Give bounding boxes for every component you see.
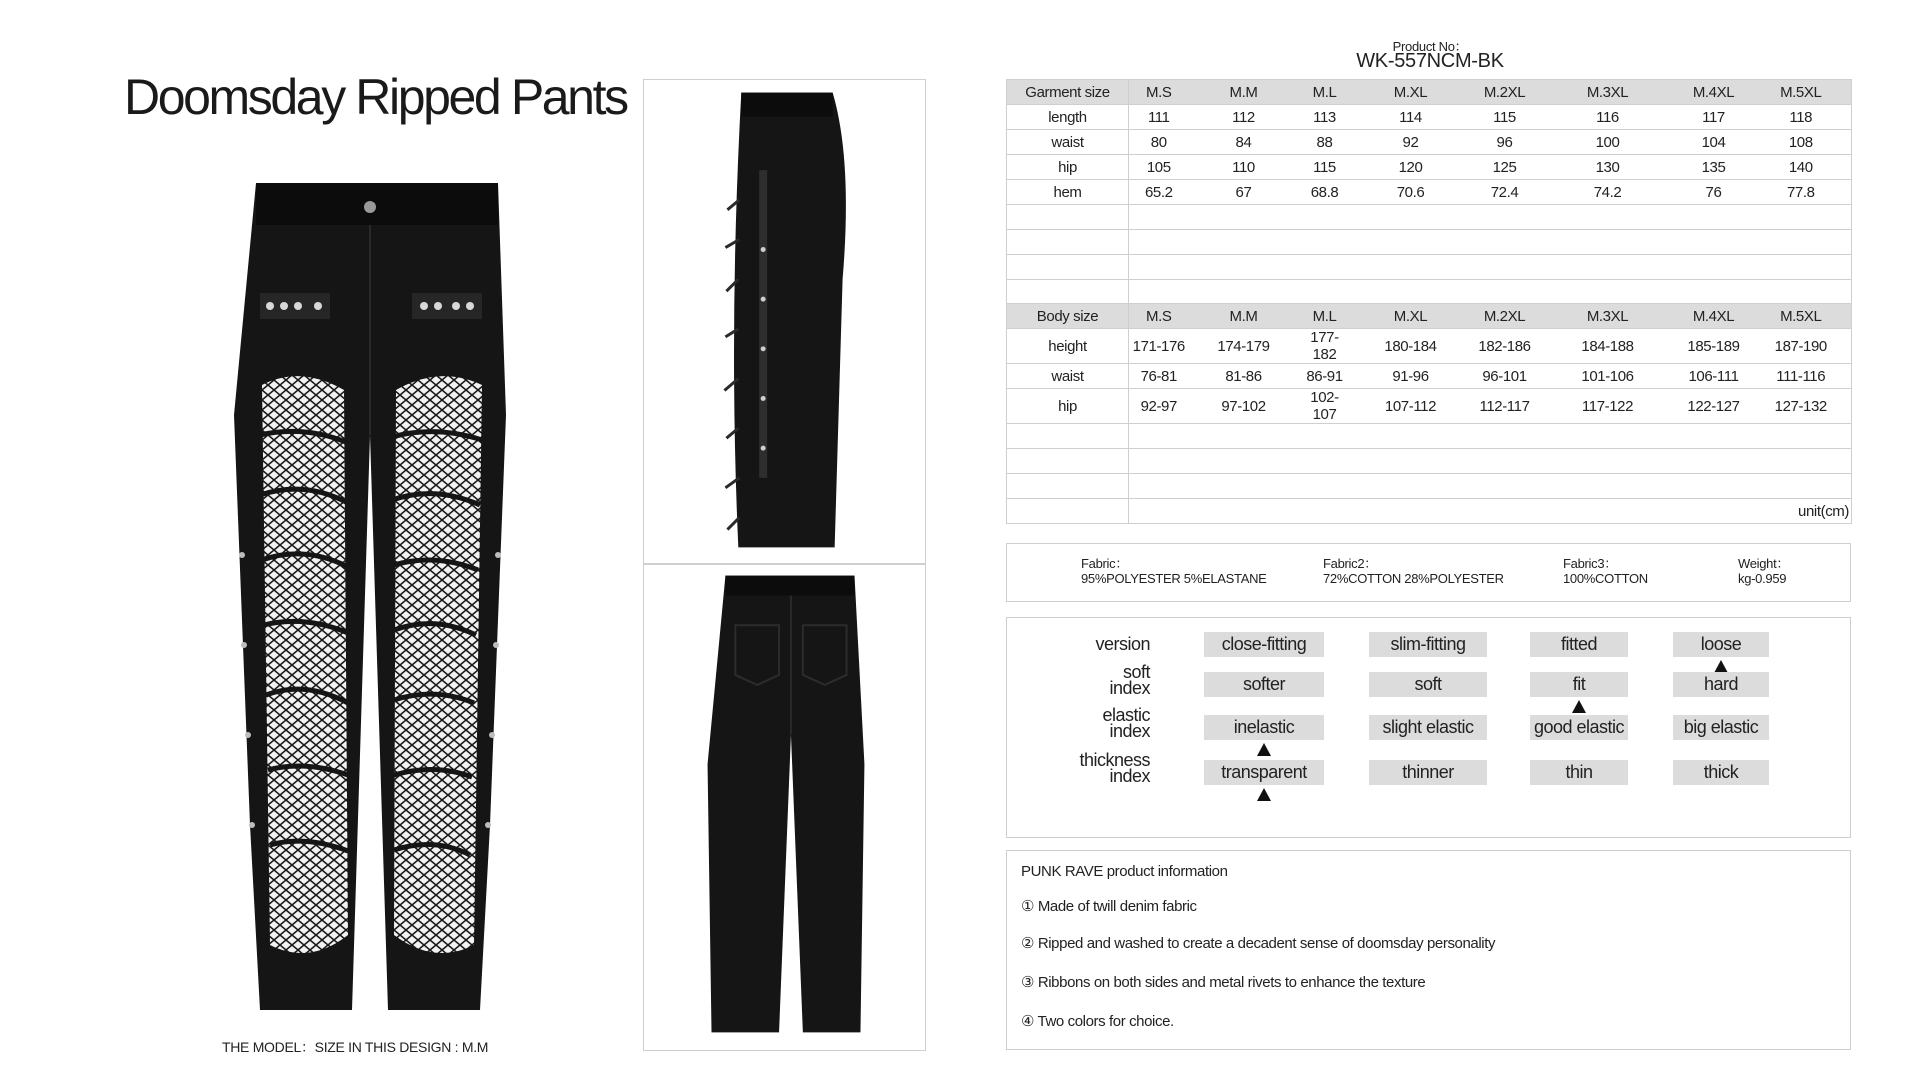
table-cell: 104 — [1677, 130, 1751, 155]
table-cell: 97-102 — [1189, 389, 1299, 424]
front-pants-photo — [220, 175, 520, 1010]
table-cell: 117-122 — [1539, 389, 1677, 424]
table-cell: 171-176 — [1129, 329, 1189, 364]
size-header: M.XL — [1351, 80, 1471, 105]
index-option: loose — [1673, 632, 1769, 657]
index-option: soft — [1369, 672, 1487, 697]
info-item: ① Made of twill denim fabric — [1021, 898, 1197, 915]
size-header: M.4XL — [1677, 304, 1751, 329]
table-cell: 107-112 — [1351, 389, 1471, 424]
info-title: PUNK RAVE product information — [1021, 863, 1228, 880]
table-row — [1007, 105, 1852, 130]
size-header: M.S — [1129, 80, 1189, 105]
table-cell: 76 — [1677, 180, 1751, 205]
table-cell: 187-190 — [1751, 329, 1852, 364]
table-cell: 112 — [1189, 105, 1299, 130]
table-cell: 92 — [1351, 130, 1471, 155]
index-option: good elastic — [1530, 715, 1628, 740]
empty-cell — [1007, 255, 1129, 280]
table-cell: 115 — [1471, 105, 1539, 130]
table-row — [1007, 130, 1852, 155]
table-cell: 130 — [1539, 155, 1677, 180]
row-label: length — [1007, 105, 1129, 130]
product-info-box — [1006, 850, 1851, 1050]
table-cell: 106-111 — [1677, 364, 1751, 389]
table-cell: 182-186 — [1471, 329, 1539, 364]
empty-cell — [1129, 205, 1852, 230]
back-view-panel — [643, 564, 926, 1051]
table-cell: 116 — [1539, 105, 1677, 130]
index-option: close-fitting — [1204, 632, 1324, 657]
index-option: big elastic — [1673, 715, 1769, 740]
index-option: slight elastic — [1369, 715, 1487, 740]
table-row — [1007, 329, 1852, 364]
row-label: hip — [1007, 155, 1129, 180]
info-item: ④ Two colors for choice. — [1021, 1013, 1174, 1030]
table-cell: 84 — [1189, 130, 1299, 155]
table-row — [1007, 180, 1852, 205]
row-label: height — [1007, 329, 1129, 364]
fabric-info-box — [1006, 543, 1851, 602]
empty-cell — [1129, 474, 1852, 499]
table-cell: 111 — [1129, 105, 1189, 130]
table-cell: 88 — [1299, 130, 1351, 155]
size-header: M.S — [1129, 304, 1189, 329]
size-header: M.M — [1189, 304, 1299, 329]
row-label: waist — [1007, 364, 1129, 389]
table-cell: 67 — [1189, 180, 1299, 205]
table-cell: 68.8 — [1299, 180, 1351, 205]
garment-size-table — [1006, 79, 1852, 305]
table-cell: 127-132 — [1751, 389, 1852, 424]
table-cell: 77.8 — [1751, 180, 1852, 205]
index-label: version — [1095, 634, 1150, 654]
table-cell: 76-81 — [1129, 364, 1189, 389]
empty-cell — [1129, 230, 1852, 255]
table-cell: 112-117 — [1471, 389, 1539, 424]
table-header-row — [1007, 80, 1852, 105]
table-cell: 105 — [1129, 155, 1189, 180]
size-header: M.L — [1299, 304, 1351, 329]
empty-cell — [1129, 255, 1852, 280]
size-header: M.XL — [1351, 304, 1471, 329]
table-cell: 72.4 — [1471, 180, 1539, 205]
table-header-row — [1007, 304, 1852, 329]
info-item: ③ Ribbons on both sides and metal rivets to enhance the texture — [1021, 974, 1426, 991]
index-option: slim-fitting — [1369, 632, 1487, 657]
size-header: M.5XL — [1751, 80, 1852, 105]
size-header: M.M — [1189, 80, 1299, 105]
table-cell: 180-184 — [1351, 329, 1471, 364]
weight: Weight： kg-0.959 — [1738, 556, 1790, 586]
index-option: transparent — [1204, 760, 1324, 785]
fit-index-box — [1006, 617, 1851, 838]
size-header: M.L — [1299, 80, 1351, 105]
empty-cell — [1129, 449, 1852, 474]
unit-label: unit(cm) — [1129, 499, 1852, 524]
empty-row — [1007, 230, 1852, 255]
index-option: inelastic — [1204, 715, 1324, 740]
index-label: soft index — [1109, 662, 1150, 698]
table-cell: 100 — [1539, 130, 1677, 155]
empty-row — [1007, 499, 1852, 524]
table-cell: 96 — [1471, 130, 1539, 155]
table-cell: 140 — [1751, 155, 1852, 180]
empty-row — [1007, 449, 1852, 474]
index-option: thick — [1673, 760, 1769, 785]
size-header: M.4XL — [1677, 80, 1751, 105]
index-option: fit — [1530, 672, 1628, 697]
body-size-table — [1006, 303, 1852, 524]
table-cell: 92-97 — [1129, 389, 1189, 424]
table-cell: 108 — [1751, 130, 1852, 155]
size-header: M.5XL — [1751, 304, 1852, 329]
product-title: Doomsday Ripped Pants — [124, 69, 627, 125]
empty-row — [1007, 205, 1852, 230]
table-cell: 115 — [1299, 155, 1351, 180]
table-cell: 120 — [1351, 155, 1471, 180]
empty-cell — [1007, 230, 1129, 255]
product-no-label: Product No： — [1392, 39, 1468, 54]
table-cell: 81-86 — [1189, 364, 1299, 389]
model-size-note: THE MODEL：SIZE IN THIS DESIGN : M.M — [222, 1039, 489, 1055]
empty-row — [1007, 474, 1852, 499]
selected-marker-icon — [1257, 788, 1271, 801]
table-cell: 184-188 — [1539, 329, 1677, 364]
index-option: thin — [1530, 760, 1628, 785]
table-cell: 91-96 — [1351, 364, 1471, 389]
empty-row — [1007, 255, 1852, 280]
table-cell: 110 — [1189, 155, 1299, 180]
size-header: M.3XL — [1539, 80, 1677, 105]
table-header-label: Body size — [1007, 304, 1129, 329]
table-cell: 118 — [1751, 105, 1852, 130]
selected-marker-icon — [1572, 700, 1586, 713]
empty-cell — [1007, 474, 1129, 499]
index-label: thickness index — [1079, 750, 1150, 786]
fabric-3: Fabric3： 100%COTTON — [1563, 556, 1648, 586]
table-cell: 74.2 — [1539, 180, 1677, 205]
empty-cell — [1007, 205, 1129, 230]
empty-cell — [1007, 280, 1129, 305]
index-option: fitted — [1530, 632, 1628, 657]
product-no-value: WK-557NCM-BK — [1356, 50, 1504, 72]
row-label: waist — [1007, 130, 1129, 155]
table-cell: 122-127 — [1677, 389, 1751, 424]
table-row — [1007, 364, 1852, 389]
table-cell: 113 — [1299, 105, 1351, 130]
fabric-1: Fabric： 95%POLYESTER 5%ELASTANE — [1081, 556, 1267, 586]
table-cell: 177-182 — [1299, 329, 1351, 364]
table-cell: 174-179 — [1189, 329, 1299, 364]
table-row — [1007, 155, 1852, 180]
back-view-illustration — [644, 565, 925, 1050]
index-label: elastic index — [1102, 705, 1150, 741]
empty-cell — [1007, 499, 1129, 524]
selected-marker-icon — [1257, 743, 1271, 756]
empty-row — [1007, 280, 1852, 305]
table-cell: 96-101 — [1471, 364, 1539, 389]
empty-cell — [1129, 424, 1852, 449]
empty-cell — [1007, 449, 1129, 474]
empty-cell — [1129, 280, 1852, 305]
size-header: M.3XL — [1539, 304, 1677, 329]
size-header: M.2XL — [1471, 304, 1539, 329]
empty-cell — [1007, 424, 1129, 449]
index-option: hard — [1673, 672, 1769, 697]
table-cell: 125 — [1471, 155, 1539, 180]
table-cell: 102-107 — [1299, 389, 1351, 424]
index-option: thinner — [1369, 760, 1487, 785]
side-view-illustration — [644, 80, 925, 563]
side-view-panel — [643, 79, 926, 564]
table-cell: 111-116 — [1751, 364, 1852, 389]
table-cell: 135 — [1677, 155, 1751, 180]
index-option: softer — [1204, 672, 1324, 697]
table-cell: 114 — [1351, 105, 1471, 130]
fabric-2: Fabric2： 72%COTTON 28%POLYESTER — [1323, 556, 1504, 586]
row-label: hem — [1007, 180, 1129, 205]
table-cell: 65.2 — [1129, 180, 1189, 205]
table-cell: 117 — [1677, 105, 1751, 130]
table-cell: 101-106 — [1539, 364, 1677, 389]
table-header-label: Garment size — [1007, 80, 1129, 105]
row-label: hip — [1007, 389, 1129, 424]
info-item: ② Ripped and washed to create a decadent sense of doomsday personality — [1021, 935, 1496, 952]
front-pants-illustration — [220, 175, 520, 1010]
empty-row — [1007, 424, 1852, 449]
table-cell: 70.6 — [1351, 180, 1471, 205]
size-header: M.2XL — [1471, 80, 1539, 105]
table-cell: 80 — [1129, 130, 1189, 155]
table-cell: 86-91 — [1299, 364, 1351, 389]
table-row — [1007, 389, 1852, 424]
table-cell: 185-189 — [1677, 329, 1751, 364]
